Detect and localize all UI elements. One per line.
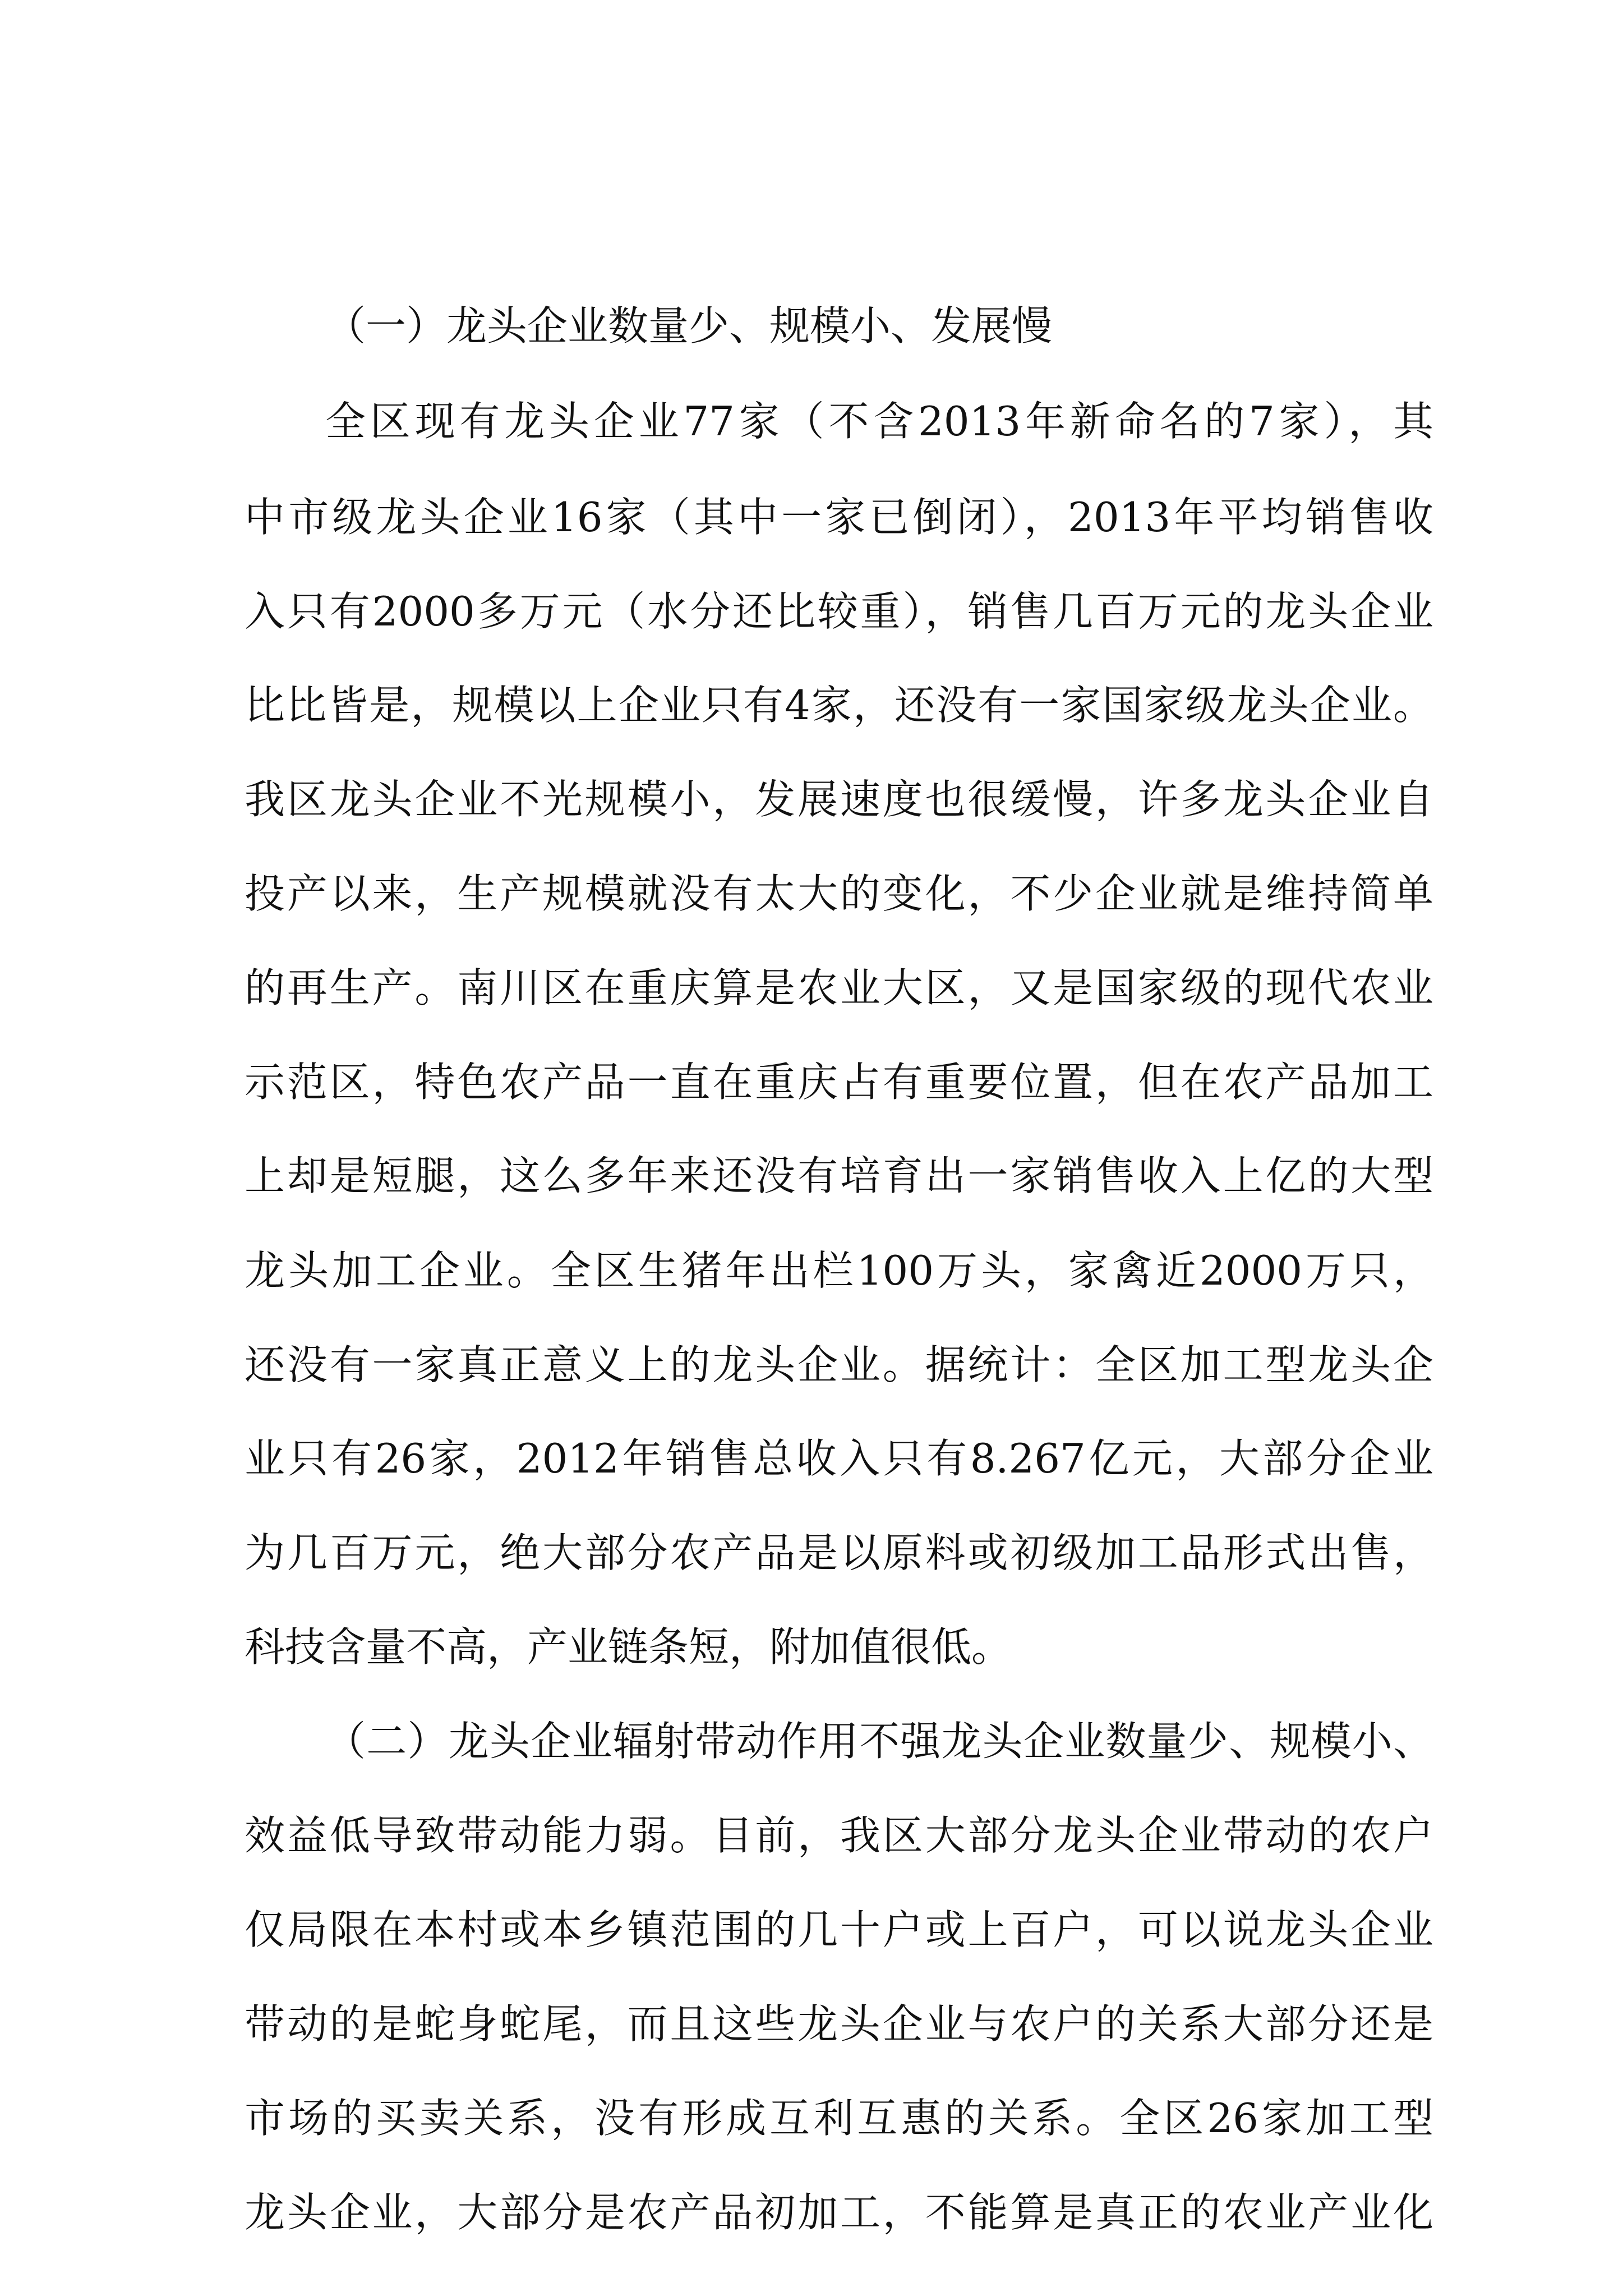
paragraph-line: 入只有2000多万元（水分还比较重），销售几百万元的龙头企业 bbox=[245, 588, 1433, 635]
section-heading-1: （一）龙头企业数量少、规模小、发展慢 bbox=[325, 302, 1053, 349]
paragraph-line: 市场的买卖关系，没有形成互利互惠的关系。全区26家加工型 bbox=[245, 2095, 1433, 2142]
paragraph-line: 龙头加工企业。全区生猪年出栏100万头，家禽近2000万只， bbox=[245, 1247, 1433, 1294]
paragraph-line: 效益低导致带动能力弱。目前，我区大部分龙头企业带动的农户 bbox=[245, 1812, 1433, 1859]
paragraph-line: 中市级龙头企业16家（其中一家已倒闭），2013年平均销售收 bbox=[245, 494, 1433, 541]
paragraph-line: 全区现有龙头企业77家（不含2013年新命名的7家），其 bbox=[325, 398, 1433, 445]
paragraph-line: 仅局限在本村或本乡镇范围的几十户或上百户，可以说龙头企业 bbox=[245, 1906, 1433, 1953]
paragraph-line: 我区龙头企业不光规模小，发展速度也很缓慢，许多龙头企业自 bbox=[245, 776, 1433, 823]
paragraph-line: 龙头企业，大部分是农产品初加工，不能算是真正的农业产业化 bbox=[245, 2189, 1433, 2236]
paragraph-line: 业只有26家，2012年销售总收入只有8.267亿元，大部分企业 bbox=[245, 1435, 1433, 1482]
section-heading-2: （二）龙头企业辐射带动作用不强龙头企业数量少、规模小、 bbox=[325, 1718, 1433, 1765]
paragraph-line: 上却是短腿，这么多年来还没有培育出一家销售收入上亿的大型 bbox=[245, 1152, 1433, 1199]
paragraph-line: 投产以来，生产规模就没有太大的变化，不少企业就是维持简单 bbox=[245, 870, 1433, 917]
paragraph-line: 示范区，特色农产品一直在重庆占有重要位置，但在农产品加工 bbox=[245, 1059, 1433, 1106]
paragraph-line: 带动的是蛇身蛇尾，而且这些龙头企业与农户的关系大部分还是 bbox=[245, 2000, 1433, 2047]
paragraph-line: 比比皆是，规模以上企业只有4家，还没有一家国家级龙头企业。 bbox=[245, 682, 1433, 729]
paragraph-line: 为几百万元，绝大部分农产品是以原料或初级加工品形式出售， bbox=[245, 1529, 1433, 1576]
paragraph-line: 的再生产。南川区在重庆算是农业大区，又是国家级的现代农业 bbox=[245, 964, 1433, 1011]
paragraph-line: 还没有一家真正意义上的龙头企业。据统计：全区加工型龙头企 bbox=[245, 1341, 1433, 1388]
paragraph-line: 科技含量不高，产业链条短，附加值很低。 bbox=[245, 1623, 1012, 1671]
